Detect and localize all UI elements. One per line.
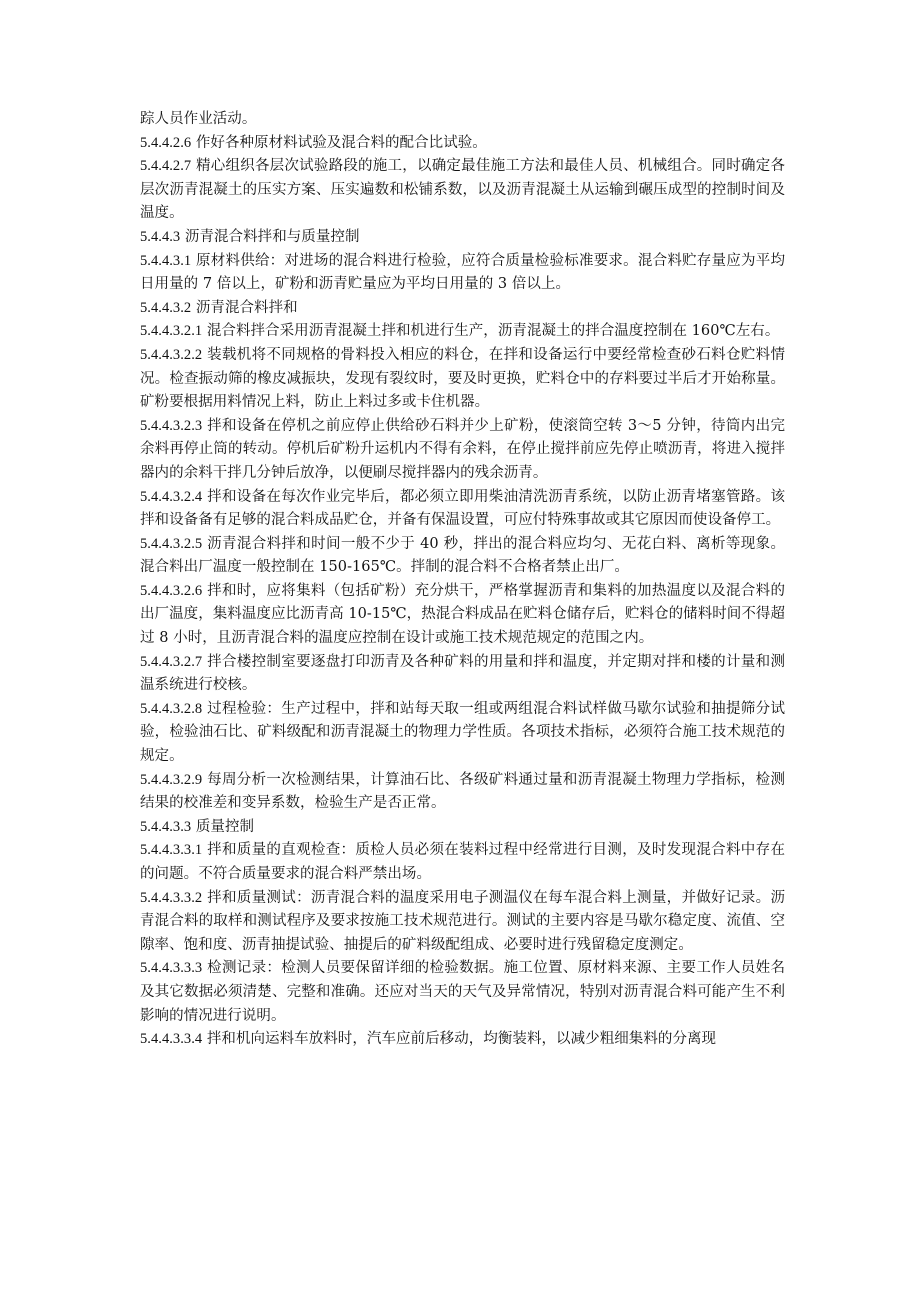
paragraph-5-4-4-3-2-7: 5.4.4.3.2.7 拌合楼控制室要逐盘打印沥青及各种矿料的用量和拌和温度，并定期对拌和楼的计量和测温系统进行校核。 bbox=[140, 653, 785, 694]
paragraph-5-4-4-3-3-1: 5.4.4.3.3.1 拌和质量的直观检查：质检人员必须在装料过程中经常进行目测，及时发现混合料中存在的问题。不符合质量要求的混合料严禁出场。 bbox=[140, 842, 785, 882]
paragraph-5-4-4-2-6: 5.4.4.2.6 作好各种原材料试验及混合料的配合比试验。 bbox=[140, 134, 487, 151]
paragraph-5-4-4-3-2-9: 5.4.4.3.2.9 每周分析一次检测结果，计算油石比、各级矿料通过量和沥青混凝土物理力学指标，检测结果的校准差和变异系数，检验生产是否正常。 bbox=[140, 771, 785, 812]
paragraph-continuation: 踪人员作业活动。 bbox=[140, 111, 257, 127]
section-heading-5-4-4-3: 5.4.4.3 沥青混合料拌和与质量控制 bbox=[140, 228, 360, 245]
paragraph-5-4-4-3-3-4: 5.4.4.3.3.4 拌和机向运料车放料时，汽车应前后移动，均衡装料，以减少粗细集料的分离现 bbox=[140, 1031, 717, 1048]
document-page bbox=[140, 108, 785, 1052]
paragraph-5-4-4-2-7: 5.4.4.2.7 精心组织各层次试验路段的施工，以确定最佳施工方法和最佳人员、机械组合。同时确定各层次沥青混凝土的压实方案、压实遍数和松铺系数，以及沥青混凝土从运输到碾压成型的控制时间及温度。 bbox=[140, 158, 785, 222]
paragraph-5-4-4-3-2-6: 5.4.4.3.2.6 拌和时，应将集料（包括矿粉）充分烘干，严格掌握沥青和集料的加热温度以及混合料的出厂温度，集料温度应比沥青高 10-15℃，热混合料成品在贮料仓储存后，贮料仓的储料时间不得超过 8 小时，且沥青混合料的温度应控制在设计或施工技术规范规定的范围之内。 bbox=[140, 582, 785, 647]
section-heading-5-4-4-3-3: 5.4.4.3.3 质量控制 bbox=[140, 818, 255, 835]
paragraph-5-4-4-3-2-1: 5.4.4.3.2.1 混合料拌合采用沥青混凝土拌和机进行生产，沥青混凝土的拌合温度控制在 160℃左右。 bbox=[140, 323, 780, 340]
paragraph-5-4-4-3-2-5: 5.4.4.3.2.5 沥青混合料拌和时间一般不少于 40 秒，拌出的混合料应均匀、无花白料、离析等现象。混合料出厂温度一般控制在 150-165℃。拌制的混合料不合格者禁止出厂。 bbox=[140, 535, 785, 576]
paragraph-5-4-4-3-3-3: 5.4.4.3.3.3 检测记录：检测人员要保留详细的检验数据。施工位置、原材料来源、主要工作人员姓名及其它数据必须清楚、完整和准确。还应对当天的天气及异常情况，特别对沥青混合料可能产生不利影响的情况进行说明。 bbox=[140, 960, 785, 1024]
paragraph-5-4-4-3-3-2: 5.4.4.3.3.2 拌和质量测试：沥青混合料的温度采用电子测温仪在每车混合料上测量，并做好记录。沥青混合料的取样和测试程序及要求按施工技术规范进行。测试的主要内容是马歇尔稳定度、流值、空隙率、饱和度、沥青抽提试验、抽提后的矿料级配组成、必要时进行残留稳定度测定。 bbox=[140, 889, 785, 953]
paragraph-5-4-4-3-2-4: 5.4.4.3.2.4 拌和设备在每次作业完毕后，都必须立即用柴油清洗沥青系统，以防止沥青堵塞管路。该拌和设备备有足够的混合料成品贮仓，并备有保温设置，可应付特殊事故或其它原因而使设备停工。 bbox=[140, 488, 785, 529]
paragraph-5-4-4-3-1: 5.4.4.3.1 原材料供给：对进场的混合料进行检验，应符合质量检验标准要求。混合料贮存量应为平均日用量的 7 倍以上，矿粉和沥青贮量应为平均日用量的 3 倍以上。 bbox=[140, 252, 785, 293]
paragraph-5-4-4-3-2-3: 5.4.4.3.2.3 拌和设备在停机之前应停止供给砂石料并少上矿粉，使滚筒空转 3～5 分钟，待筒内出完余料再停止筒的转动。停机后矿粉升运机内不得有余料，在停止搅拌前应先停止喷沥青，将进入搅拌器内的余料干拌几分钟后放净，以便刷尽搅拌器内的残余沥青。 bbox=[140, 417, 785, 481]
paragraph-5-4-4-3-2-2: 5.4.4.3.2.2 装载机将不同规格的骨料投入相应的料仓，在拌和设备运行中要经常检查砂石料仓贮料情况。检查振动筛的橡皮减振块，发现有裂纹时，要及时更换，贮料仓中的存料要过半后才开始称量。矿粉要根据用料情况上料，防止上料过多或卡住机器。 bbox=[140, 346, 785, 411]
section-heading-5-4-4-3-2: 5.4.4.3.2 沥青混合料拌和 bbox=[140, 299, 298, 316]
paragraph-5-4-4-3-2-8: 5.4.4.3.2.8 过程检验：生产过程中，拌和站每天取一组或两组混合料试样做马歇尔试验和抽提筛分试验，检验油石比、矿料级配和沥青混凝土的物理力学性质。各项技术指标，必须符合施工技术规范的规定。 bbox=[140, 700, 785, 765]
